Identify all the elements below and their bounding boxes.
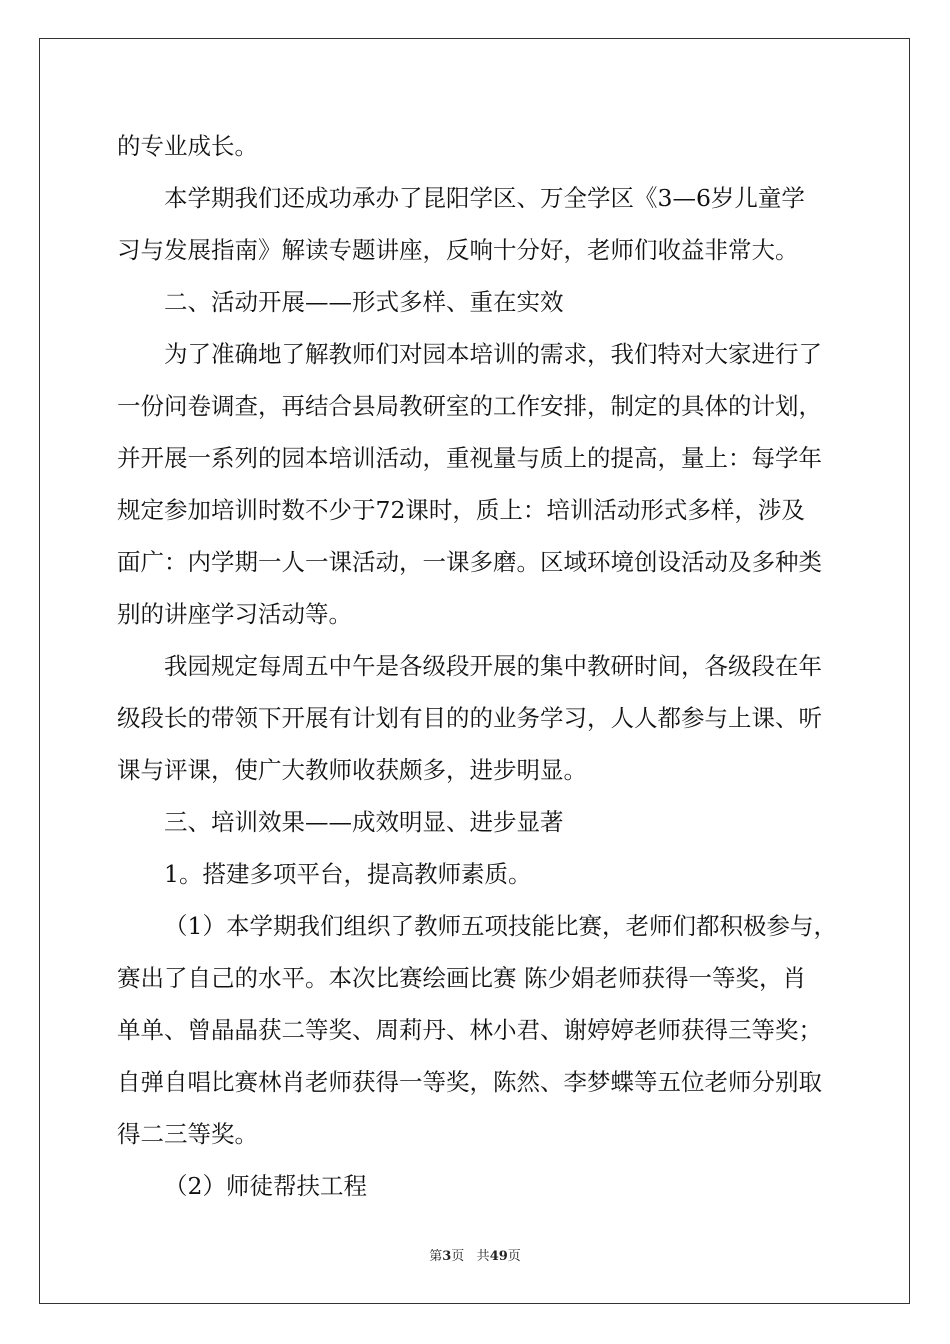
text-line: 赛出了自己的水平。本次比赛绘画比赛 陈少娟老师获得一等奖，肖 [117, 964, 806, 992]
text-line: 为了准确地了解教师们对园本培训的需求，我们特对大家进行了 [164, 340, 822, 368]
footer-total-prefix: 共 [476, 1249, 490, 1264]
footer-total-unit: 页 [507, 1249, 521, 1264]
text-line: 得二三等奖。 [117, 1120, 258, 1148]
subsection-heading: 1。搭建多项平台，提高教师素质。 [164, 860, 532, 888]
text-line: 自弹自唱比赛林肖老师获得一等奖，陈然、李梦蝶等五位老师分别取 [117, 1068, 822, 1096]
text-line: 课与评课，使广大教师收获颇多，进步明显。 [117, 756, 587, 784]
subsection-heading: （2）师徒帮扶工程 [164, 1172, 367, 1200]
footer-prefix: 第 [429, 1249, 443, 1264]
text-line: 别的讲座学习活动等。 [117, 600, 352, 628]
text-line: 一份问卷调查，再结合县局教研室的工作安排，制定的具体的计划， [117, 392, 822, 420]
text-line: 的专业成长。 [117, 132, 258, 160]
text-line: 面广：内学期一人一课活动，一课多磨。区域环境创设活动及多种类 [117, 548, 822, 576]
current-page-number: 3 [442, 1249, 452, 1264]
page-footer [0, 1249, 950, 1265]
text-line: 并开展一系列的园本培训活动，重视量与质上的提高，量上：每学年 [117, 444, 822, 472]
text-line: 本学期我们还成功承办了昆阳学区、万全学区《3—6岁儿童学 [164, 184, 805, 212]
text-line: 我园规定每周五中午是各级段开展的集中教研时间，各级段在年 [164, 652, 822, 680]
text-line: 单单、曾晶晶获二等奖、周莉丹、林小君、谢婷婷老师获得三等奖； [117, 1016, 822, 1044]
total-pages-number: 49 [489, 1249, 508, 1264]
text-line: 规定参加培训时数不少于72课时，质上：培训活动形式多样，涉及 [117, 496, 805, 524]
text-line: 级段长的带领下开展有计划有目的的业务学习，人人都参与上课、听 [117, 704, 822, 732]
section-heading: 二、活动开展——形式多样、重在实效 [164, 288, 564, 316]
text-line: （1）本学期我们组织了教师五项技能比赛，老师们都积极参与， [164, 912, 837, 940]
section-heading: 三、培训效果——成效明显、进步显著 [164, 808, 564, 836]
footer-page-unit: 页 [451, 1249, 465, 1264]
text-line: 习与发展指南》解读专题讲座，反响十分好，老师们收益非常大。 [117, 236, 799, 264]
